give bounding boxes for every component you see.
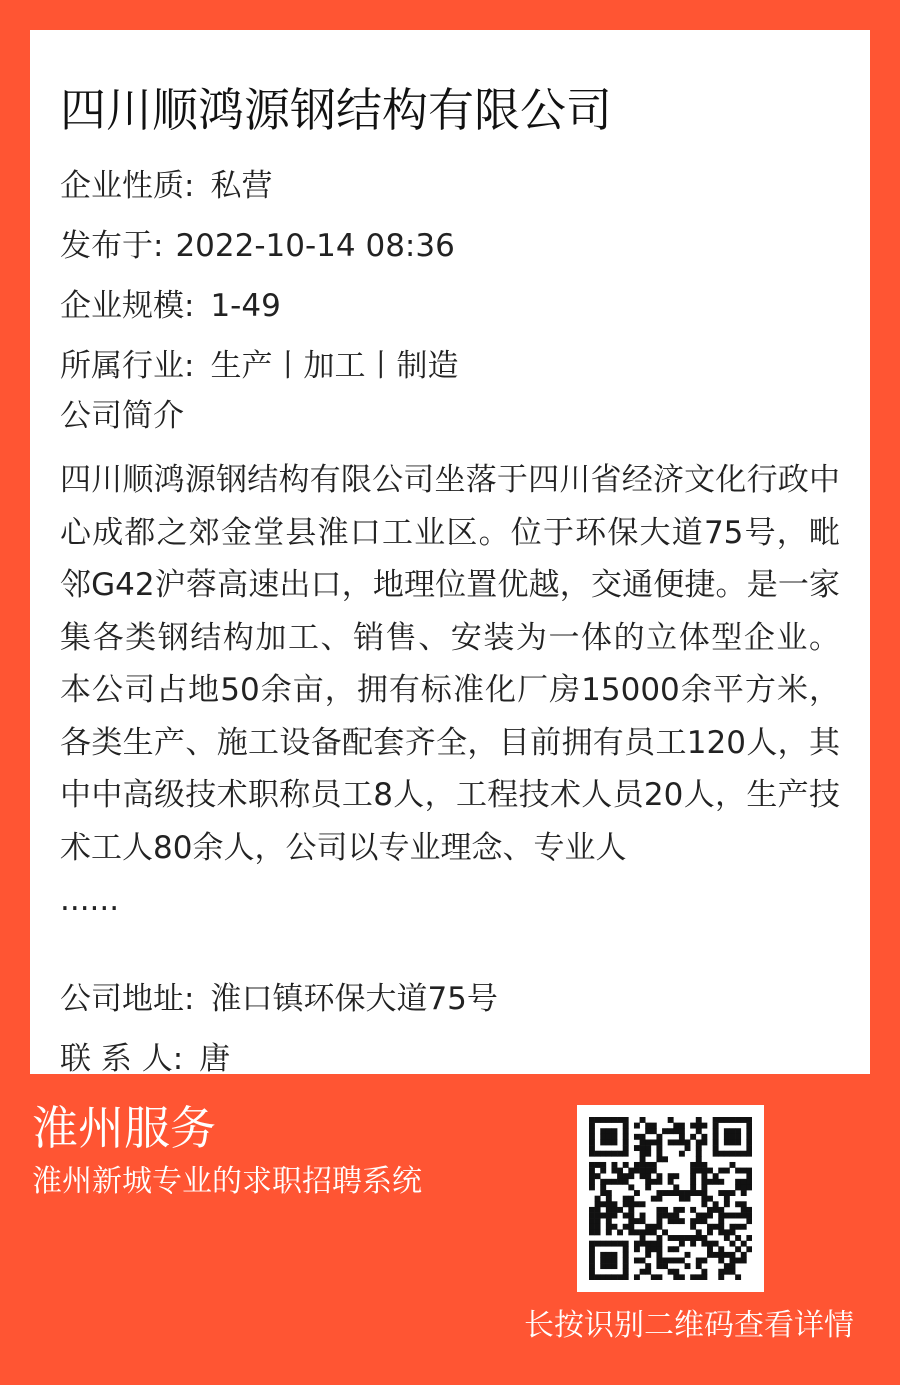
company-address [60, 979, 498, 1019]
published-label: 发布于: [60, 228, 164, 264]
company-scale [60, 286, 281, 326]
brand-slogan: 淮州新城专业的求职招聘系统 [32, 1164, 422, 1199]
company-intro [60, 454, 840, 927]
company-contact [60, 1039, 230, 1079]
company-nature [60, 166, 272, 206]
brand-name: 淮州服务 [32, 1101, 216, 1155]
company-scale-value: 1-49 [210, 288, 281, 324]
company-scale-label: 企业规模: [60, 288, 195, 324]
company-contact-label: 联 系 人: [60, 1041, 184, 1077]
company-nature-label: 企业性质: [60, 168, 195, 204]
company-nature-value: 私营 [210, 168, 273, 204]
published-time [60, 226, 455, 266]
qr-code-icon [589, 1117, 752, 1280]
company-contact-value: 唐 [199, 1041, 231, 1077]
company-name: 四川顺鸿源钢结构有限公司 [60, 83, 612, 137]
company-card [30, 30, 870, 1077]
qr-hint: 长按识别二维码查看详情 [524, 1308, 854, 1343]
company-industry [60, 346, 458, 386]
company-industry-value: 生产丨加工丨制造 [210, 348, 459, 384]
company-address-value: 淮口镇环保大道75号 [210, 981, 498, 1017]
company-address-label: 公司地址: [60, 981, 195, 1017]
intro-more: ...... [60, 882, 120, 918]
company-industry-label: 所属行业: [60, 348, 195, 384]
published-value: 2022-10-14 08:36 [175, 228, 455, 264]
company-intro-text: 四川顺鸿源钢结构有限公司坐落于四川省经济文化行政中心成都之郊金堂县淮口工业区。位于环保大道75号，毗邻G42沪蓉高速出口，地理位置优越，交通便捷。是一家集各类钢结构加工、销售、安装为一体的立体型企业。 本公司占地50余亩，拥有标准化厂房15000余平方米，各类生产、施工设备配套齐全，目前拥有员工120人，其中中高级技术职称员工8人，工程技术人员20人，生产技术工人80余人，公司以专业理念、专业人 [60, 462, 840, 866]
qr-code[interactable] [577, 1105, 764, 1292]
intro-title: 公司简介 [60, 398, 184, 434]
